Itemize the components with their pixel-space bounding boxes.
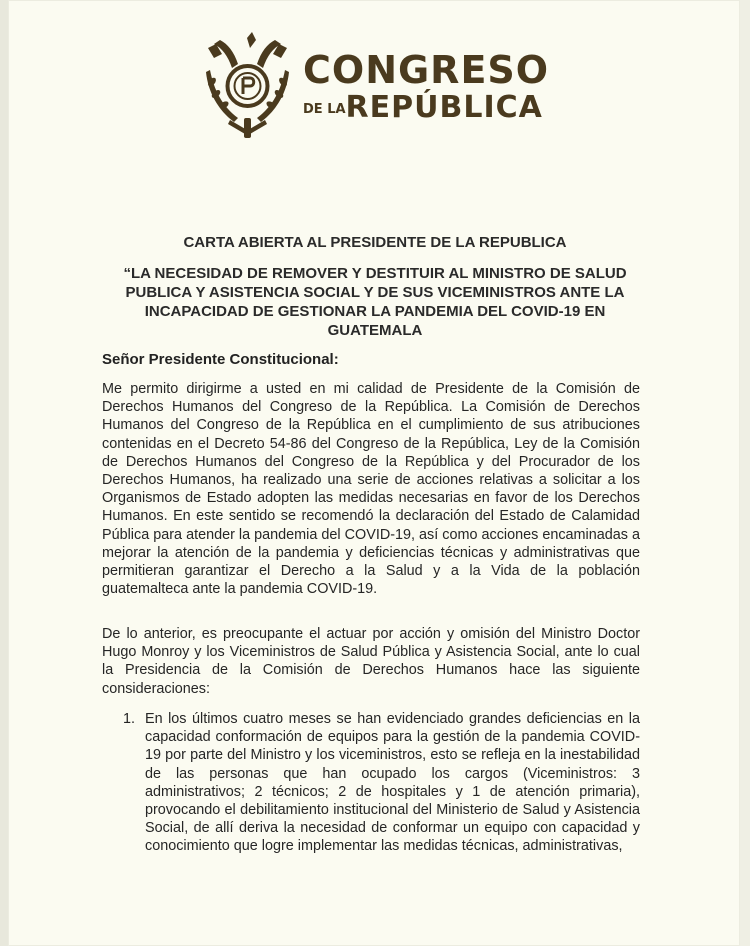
coat-of-arms-icon — [200, 30, 295, 140]
page-shadow-left — [0, 0, 8, 946]
salutation: Señor Presidente Constitucional: — [102, 351, 339, 368]
document-title: CARTA ABIERTA AL PRESIDENTE DE LA REPUBLICA — [183, 234, 567, 251]
page-shadow-right — [740, 0, 750, 946]
congress-logo — [200, 30, 560, 140]
brand-subtitle — [303, 90, 543, 125]
brand-subtitle-big: REPÚBLICA — [345, 90, 543, 125]
list-item-text: En los últimos cuatro meses se han evidenciado grandes deficiencias en la capacidad conformación de equipos para la gestión de la pandemia COVID-19 por parte del Ministro y los viceministros, esto se refleja en la inestabilidad de las personas que han ocupado los cargos (Viceministros: 3 administrativos; 2 técnicos; 2 de hospitales y 1 de atención primaria), provocando el debilitamiento institucional del Ministerio de Salud y Asistencia Social, de allí deriva la necesidad de conformar un equipo con capacidad y conocimiento que logre implementar las medidas técnicas, administrativas, — [145, 711, 640, 855]
document-subtitle: “LA NECESIDAD DE REMOVER Y DESTITUIR AL MINISTRO DE SALUD PUBLICA Y ASISTENCIA SOCIAL Y DE SUS VICEMINISTROS ANTE LA INCAPACIDAD DE GESTIONAR LA PANDEMIA DEL COVID-19 EN GUATEMALA — [123, 265, 627, 339]
brand-subtitle-small: DE LA — [303, 102, 346, 117]
paragraph-2: De lo anterior, es preocupante el actuar por acción y omisión del Ministro Doctor Hugo Monroy y los Viceministros de Salud Pública y Asistencia Social, ante lo cual la Presidencia de la Comisión de Derechos Humanos hace las siguiente consideraciones: — [102, 626, 640, 697]
paragraph-1: Me permito dirigirme a usted en mi calidad de Presidente de la Comisión de Derechos Humanos del Congreso de la República. La Comisión de Derechos Humanos del Congreso de la República en el cumplimiento de sus atribuciones contenidas en el Decreto 54-86 del Congreso de la República, Ley de la Comisión de Derechos Humanos del Congreso de la República y del Procurador de los Derechos Humanos, ha realizado una serie de acciones relativas a solicitar a los Organismos de Estado adopten las medidas necesarias en favor de los Derechos Humanos. En este sentido se recomendó la declaración del Estado de Calamidad Pública para atender la pandemia del COVID-19, así como acciones encaminadas a mejorar la atención de la pandemia y deficiencias técnicas y administrativas que permitieran garantizar el Derecho a la Salud y a la Vida de la población guatemalteca ante la pandemia COVID-19. — [102, 381, 640, 598]
list-item-number: 1. — [123, 711, 136, 727]
brand-title: CONGRESO — [303, 48, 550, 92]
